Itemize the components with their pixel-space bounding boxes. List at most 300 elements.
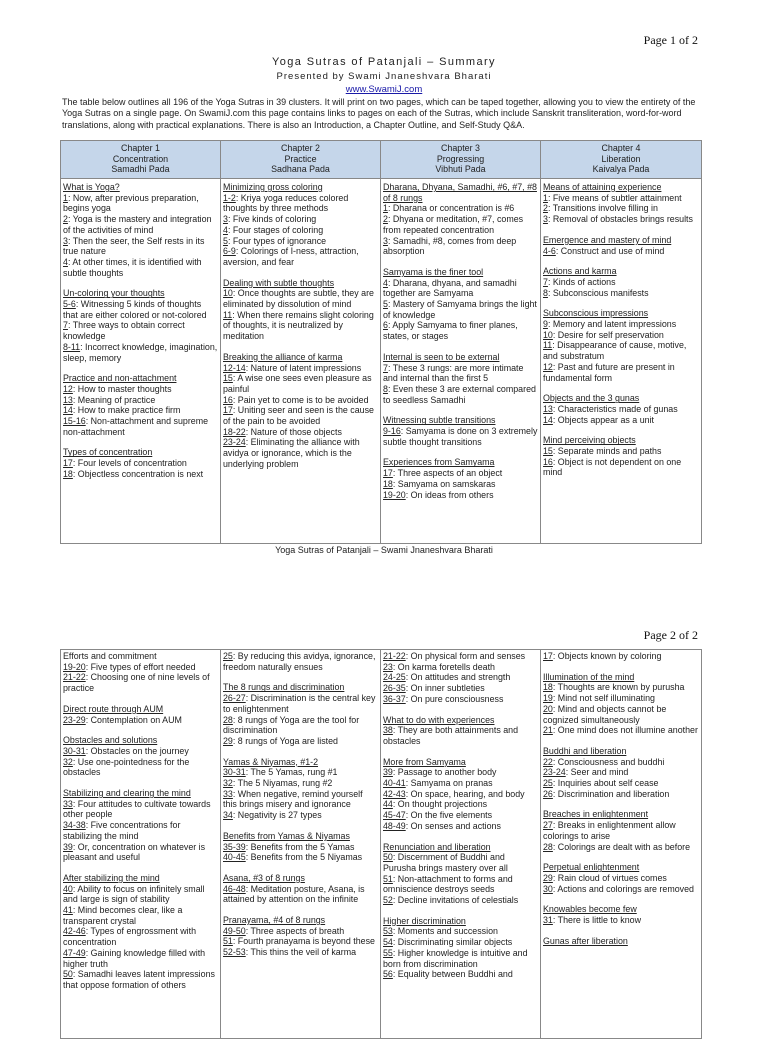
sutra-number-link[interactable]: 28 <box>543 841 553 852</box>
sutra-entry <box>383 278 538 299</box>
sutra-number-link[interactable]: 12-14 <box>223 362 246 373</box>
sutra-number-link[interactable]: 16 <box>543 456 553 467</box>
sutra-number-link[interactable]: 52 <box>383 895 393 906</box>
sutra-number-link[interactable]: 28 <box>223 714 233 725</box>
sutra-number-link[interactable]: 1 <box>383 203 388 214</box>
sutra-number-link[interactable]: 18-22 <box>223 426 246 437</box>
sutra-number-link[interactable]: 11 <box>543 340 553 351</box>
sutra-cluster <box>383 257 538 342</box>
sutra-number-link[interactable]: 18 <box>63 468 73 479</box>
cluster-heading[interactable]: Stabilizing and clearing the mind <box>63 788 191 799</box>
sutra-description: : Non-attachment and supreme non-attachment <box>63 416 209 437</box>
sutra-description: : Eliminating the alliance with avidya or ignorance, which is the underlying problem <box>223 437 360 469</box>
cluster-heading[interactable]: Internal is seen to be external <box>383 351 500 362</box>
sutra-description: : Uniting seer and seen is the cause of the pain to be avoided <box>223 405 374 427</box>
sutra-number-link[interactable]: 44 <box>383 799 393 810</box>
cluster-heading[interactable]: Renunciation and liberation <box>383 841 491 852</box>
sutra-number-link[interactable]: 1 <box>63 192 68 203</box>
sutra-cluster <box>63 651 218 694</box>
sutra-entry <box>383 948 538 969</box>
sutra-description: : Kinds of actions <box>547 276 616 287</box>
sutra-number-link[interactable]: 23-29 <box>63 714 86 725</box>
cluster-heading[interactable]: Emergence and mastery of mind <box>543 234 672 245</box>
sutra-description: : Meditation posture, Asana, is attained by attention on the infinite <box>223 883 365 905</box>
sutra-description: : Benefits from the 5 Niyamas <box>245 852 363 863</box>
cluster-heading[interactable]: After stabilizing the mind <box>63 872 160 883</box>
sutra-number-link[interactable]: 30-31 <box>223 767 246 778</box>
sutra-entry <box>383 426 538 447</box>
sutra-entry <box>63 405 218 416</box>
sutra-entry <box>63 948 218 969</box>
sutra-entry <box>543 915 699 926</box>
sutra-description: : A wise one sees even pleasure as painful <box>223 373 372 394</box>
sutra-number-link[interactable]: 30 <box>543 883 553 894</box>
sutra-entry <box>383 651 538 662</box>
sutra-entry <box>543 319 699 330</box>
sutra-number-link[interactable]: 50 <box>63 969 73 980</box>
sutra-number-link[interactable]: 35-39 <box>223 841 246 852</box>
sutra-description: : There is little to know <box>552 915 642 926</box>
sutra-number-link[interactable]: 33 <box>63 798 73 809</box>
chapter-theme: Progressing <box>436 153 485 164</box>
sutra-description: : Three aspects of an object <box>392 468 503 479</box>
sutra-number-link[interactable]: 16 <box>223 394 233 405</box>
sutra-number-link[interactable]: 34 <box>223 810 233 821</box>
sutra-number-link[interactable]: 46-48 <box>223 883 246 894</box>
cluster-heading[interactable]: Dealing with subtle thoughts <box>223 277 335 288</box>
sutra-number-link[interactable]: 14 <box>63 405 73 416</box>
cluster-heading[interactable]: Higher discrimination <box>383 915 466 926</box>
sutra-number-link[interactable]: 5 <box>383 299 388 310</box>
sutra-entry <box>63 299 218 320</box>
sutra-entry <box>383 821 538 832</box>
sutra-entry <box>63 395 218 406</box>
sutra-description: : Decline invitations of celestials <box>392 895 519 906</box>
chapter-pada: Kaivalya Pada <box>592 164 650 175</box>
cluster-heading[interactable]: Knowables become few <box>543 904 637 915</box>
sutra-cluster <box>543 852 699 894</box>
sutra-number-link[interactable]: 52-53 <box>223 947 246 958</box>
cluster-heading[interactable]: Buddhi and liberation <box>543 745 627 756</box>
sutra-number-link[interactable]: 34-38 <box>63 820 86 831</box>
sutra-number-link[interactable]: 26-27 <box>223 693 246 704</box>
sutra-number-link[interactable]: 15-16 <box>63 416 86 427</box>
sutra-entry <box>63 458 218 469</box>
sutra-number-link[interactable]: 36-37 <box>383 693 406 704</box>
sutra-entry <box>383 895 538 906</box>
cluster-heading[interactable]: What to do with experiences <box>383 714 495 725</box>
sutra-number-link[interactable]: 41 <box>63 905 73 916</box>
sutra-cluster <box>63 778 218 863</box>
cluster-heading[interactable]: Breaking the alliance of karma <box>223 351 343 362</box>
cluster-heading[interactable]: Subconscious impressions <box>543 308 649 319</box>
cluster-heading[interactable]: Efforts and commitment <box>63 651 157 661</box>
sutra-number-link[interactable]: 23 <box>383 661 393 672</box>
cluster-heading[interactable]: More from Samyama <box>383 756 466 767</box>
sutra-number-link[interactable]: 1-2 <box>223 192 236 203</box>
cluster-heading[interactable]: Perpetual enlightenment <box>543 862 640 873</box>
sutra-entry <box>543 330 699 341</box>
document-title: Yoga Sutras of Patanjali – Summary <box>272 56 496 68</box>
sutra-entry <box>223 736 378 747</box>
cluster-heading[interactable]: Minimizing gross coloring <box>223 182 323 192</box>
sutra-number-link[interactable]: 54 <box>383 937 393 948</box>
sutra-description: : Types of engrossment with concentration <box>63 926 197 948</box>
sutra-cluster <box>543 425 699 478</box>
sutra-description: : Colorings are dealt with as before <box>552 841 691 852</box>
sutra-entry <box>383 874 538 895</box>
sutra-description: : Three ways to obtain correct knowledge <box>63 320 185 342</box>
sutra-number-link[interactable]: 17 <box>63 458 73 469</box>
sutra-entry <box>223 246 378 267</box>
cluster-heading[interactable]: Gunas after liberation <box>543 935 628 946</box>
chapter-column <box>381 179 541 544</box>
sutra-description: : Characteristics made of gunas <box>552 403 678 414</box>
sutra-description: : Actions and colorings are removed <box>552 883 694 894</box>
sutra-entry <box>543 340 699 361</box>
sutra-number-link[interactable]: 6-9 <box>223 246 236 257</box>
sutra-description: : Consciousness and buddhi <box>552 756 665 767</box>
chapter-column <box>61 650 221 1039</box>
sutra-number-link[interactable]: 49-50 <box>223 925 246 936</box>
cluster-heading[interactable]: Direct route through AUM <box>63 703 164 714</box>
sutra-description: : Mind and objects cannot be cognized simultaneously <box>543 703 667 725</box>
sutra-entry <box>383 662 538 673</box>
sutra-number-link[interactable]: 26-35 <box>383 683 406 694</box>
sutra-entry <box>63 842 218 863</box>
sutra-number-link[interactable]: 3 <box>543 214 548 225</box>
sutra-description: : By reducing this avidya, ignorance, freedom naturally ensues <box>223 651 376 672</box>
sutra-description: : Colorings of I-ness, attraction, aversion, and fear <box>223 246 359 267</box>
cluster-heading[interactable]: Asana, #3 of 8 rungs <box>223 872 305 883</box>
cluster-heading[interactable]: Means of attaining experience <box>543 182 662 192</box>
sutra-number-link[interactable]: 2 <box>543 203 548 214</box>
sutra-number-link[interactable]: 6 <box>383 320 388 331</box>
sutra-description: : These 3 rungs: are more intimate and internal than the first 5 <box>383 362 524 384</box>
sutra-cluster <box>63 694 218 725</box>
cluster-heading[interactable]: Samyama is the finer tool <box>383 266 484 277</box>
sutra-cluster <box>383 182 538 257</box>
sutra-number-link[interactable]: 3 <box>383 235 388 246</box>
sutra-entry <box>543 362 699 383</box>
sutra-number-link[interactable]: 7 <box>63 320 68 331</box>
sutra-number-link[interactable]: 2 <box>383 214 388 225</box>
sutra-description: : Passage to another body <box>392 767 497 778</box>
sutra-description: : On senses and actions <box>405 820 501 831</box>
sutra-number-link[interactable]: 23-24 <box>543 767 566 778</box>
chapter-column <box>381 650 541 1039</box>
sutra-cluster <box>383 705 538 747</box>
sutra-description: : Five types of effort needed <box>85 661 196 672</box>
cluster-heading[interactable]: Un-coloring your thoughts <box>63 288 165 299</box>
sutra-number-link[interactable]: 31 <box>543 915 553 926</box>
sutra-number-link[interactable]: 15 <box>223 373 233 384</box>
sutra-number-link[interactable]: 40-41 <box>383 778 406 789</box>
sutra-number-link[interactable]: 14 <box>543 414 553 425</box>
sutra-entry <box>383 320 538 341</box>
sutra-number-link[interactable]: 33 <box>223 788 233 799</box>
sutra-number-link[interactable]: 21-22 <box>63 672 86 683</box>
sutra-number-link[interactable]: 40-45 <box>223 852 246 863</box>
sutra-description: : Samadhi, #8, comes from deep absorption <box>383 235 517 257</box>
sutra-number-link[interactable]: 48-49 <box>383 820 406 831</box>
cluster-heading[interactable]: Witnessing subtle transitions <box>383 415 496 426</box>
sutra-number-link[interactable]: 9-16 <box>383 426 401 437</box>
sutra-entry <box>383 926 538 937</box>
sutra-number-link[interactable]: 8 <box>383 383 388 394</box>
sutra-entry <box>543 682 699 693</box>
sutra-description: : Even these 3 are external compared to seedless Samadhi <box>383 383 536 405</box>
cluster-heading[interactable]: Mind perceiving objects <box>543 435 636 446</box>
sutra-description: : Nature of latent impressions <box>245 362 362 373</box>
sutra-entry <box>383 799 538 810</box>
sutra-cluster <box>543 894 699 925</box>
sutra-cluster <box>223 905 378 958</box>
sutra-description: : Mind not self illuminating <box>552 693 655 704</box>
sutra-number-link[interactable]: 19-20 <box>63 661 86 672</box>
sutra-description: : Past and future are present in fundamental form <box>543 361 675 383</box>
sutra-number-link[interactable]: 22 <box>543 756 553 767</box>
cluster-heading[interactable]: Yamas & Niyamas, #1-2 <box>223 756 319 767</box>
sutra-number-link[interactable]: 56 <box>383 969 393 980</box>
sutra-entry <box>383 214 538 235</box>
sutra-entry <box>543 203 699 214</box>
sutra-entry <box>223 651 378 672</box>
sutra-entry <box>223 842 378 853</box>
sutra-number-link[interactable]: 10 <box>543 329 553 340</box>
sutra-number-link[interactable]: 23-24 <box>223 437 246 448</box>
sutra-description: : On attitudes and strength <box>405 672 511 683</box>
sutra-description: : Incorrect knowledge, imagination, sleep, memory <box>63 341 218 363</box>
sutra-cluster <box>63 863 218 991</box>
sutra-number-link[interactable]: 19 <box>543 693 553 704</box>
sutra-number-link[interactable]: 17 <box>543 651 553 661</box>
chapter-theme: Practice <box>284 153 317 164</box>
sutra-number-link[interactable]: 39 <box>63 841 73 852</box>
sutra-cluster <box>383 906 538 980</box>
sutra-number-link[interactable]: 50 <box>383 852 393 863</box>
sutra-number-link[interactable]: 42-46 <box>63 926 86 937</box>
website-link[interactable]: www.SwamiJ.com <box>345 84 423 95</box>
sutra-number-link[interactable]: 3 <box>63 235 68 246</box>
sutra-cluster <box>63 363 218 437</box>
sutra-number-link[interactable]: 5 <box>223 235 228 246</box>
sutra-number-link[interactable]: 12 <box>543 361 553 372</box>
sutra-description: : Samyama on pranas <box>405 778 493 789</box>
sutra-description: : Three aspects of breath <box>245 925 345 936</box>
sutra-number-link[interactable]: 25 <box>543 778 553 789</box>
sutra-description: : On thought projections <box>392 799 488 810</box>
sutra-entry <box>223 884 378 905</box>
sutra-entry <box>383 479 538 490</box>
sutra-cluster <box>223 651 378 672</box>
sutra-description: : On ideas from others <box>405 489 494 500</box>
cluster-heading[interactable]: Dharana, Dhyana, Samadhi, #6, #7, #8 of 8 rungs <box>383 182 537 203</box>
sutra-number-link[interactable]: 8 <box>543 287 548 298</box>
sutra-description: : Separate minds and paths <box>552 446 662 457</box>
sutra-number-link[interactable]: 13 <box>63 394 73 405</box>
sutra-number-link[interactable]: 42-43 <box>383 788 406 799</box>
sutra-number-link[interactable]: 4 <box>383 277 388 288</box>
sutra-entry <box>543 778 699 789</box>
document-subtitle: Presented by Swami Jnaneshvara Bharati <box>276 71 492 82</box>
sutra-entry <box>383 778 538 789</box>
chapter-number: Chapter 1 <box>121 143 160 153</box>
sutra-entry <box>63 969 218 990</box>
cluster-heading[interactable]: Objects and the 3 gunas <box>543 393 640 404</box>
sutra-description: : Witnessing 5 kinds of thoughts that are either colored or not-colored <box>63 299 207 320</box>
sutra-description: : Samadhi leaves latent impressions that oppose formation of others <box>63 969 215 990</box>
sutra-description: : Four stages of coloring <box>227 224 324 235</box>
sutra-number-link[interactable]: 51 <box>223 936 233 947</box>
sutra-number-link[interactable]: 32 <box>223 778 233 789</box>
sutra-number-link[interactable]: 17 <box>223 405 233 416</box>
sutra-description: : Thoughts are known by purusha <box>552 682 685 693</box>
sutra-entry <box>543 873 699 884</box>
sutra-cluster <box>383 405 538 447</box>
sutra-cluster <box>543 926 699 947</box>
sutra-number-link[interactable]: 45-47 <box>383 810 406 821</box>
cluster-heading[interactable]: Benefits from Yamas & Niyamas <box>223 830 350 841</box>
sutra-description: : Kriya yoga reduces colored thoughts by three methods <box>223 192 349 214</box>
chapter-number: Chapter 4 <box>601 143 641 153</box>
sutra-description: : Objects appear as a unit <box>552 414 655 425</box>
chapter-column <box>541 179 702 544</box>
sutra-entry <box>543 246 699 257</box>
sutra-number-link[interactable]: 21 <box>543 725 553 736</box>
cluster-heading[interactable]: Breaches in enlightenment <box>543 809 649 820</box>
sutra-entry <box>383 852 538 873</box>
sutra-number-link[interactable]: 13 <box>543 403 553 414</box>
sutra-number-link[interactable]: 9 <box>543 319 548 330</box>
sutra-entry <box>223 225 378 236</box>
sutra-number-link[interactable]: 17 <box>383 468 393 479</box>
sutra-number-link[interactable]: 18 <box>543 682 553 693</box>
sutra-number-link[interactable]: 26 <box>543 788 553 799</box>
sutra-number-link[interactable]: 1 <box>543 192 548 203</box>
sutra-number-link[interactable]: 2 <box>63 214 68 225</box>
sutra-entry <box>63 342 218 363</box>
sutra-cluster <box>383 447 538 500</box>
sutra-description: : Dharana or concentration is #6 <box>387 203 515 214</box>
sutra-number-link[interactable]: 55 <box>383 947 393 958</box>
sutra-description: : 8 rungs of Yoga are the tool for discrimination <box>223 714 360 736</box>
sutra-description: : How to make practice firm <box>72 405 181 416</box>
sutra-description: : One mind does not illumine another <box>552 725 698 736</box>
sutra-description: : Removal of obstacles brings results <box>547 214 693 225</box>
sutra-number-link[interactable]: 4 <box>223 224 228 235</box>
sutra-number-link[interactable]: 40 <box>63 883 73 894</box>
sutra-number-link[interactable]: 24-25 <box>383 672 406 683</box>
cluster-heading[interactable]: The 8 rungs and discrimination <box>223 682 345 693</box>
sutra-entry <box>383 490 538 501</box>
sutra-number-link[interactable]: 18 <box>383 478 393 489</box>
cluster-heading[interactable]: Actions and karma <box>543 266 617 277</box>
chapter-content-row <box>61 650 702 1039</box>
sutra-number-link[interactable]: 25 <box>223 651 233 661</box>
sutra-entry <box>383 789 538 800</box>
cluster-heading[interactable]: Pranayama, #4 of 8 rungs <box>223 915 326 926</box>
sutra-description: : Seer and mind <box>565 767 629 778</box>
sutra-description: : Ability to focus on infinitely small and large is sign of stability <box>63 883 205 905</box>
sutra-number-link[interactable]: 4 <box>63 256 68 267</box>
sutra-entry <box>543 288 699 299</box>
sutra-number-link[interactable]: 47-49 <box>63 947 86 958</box>
sutra-description: : Dhyana or meditation, #7, comes from repeated concentration <box>383 214 524 235</box>
sutra-description: : On pure consciousness <box>405 693 504 704</box>
sutra-number-link[interactable]: 20 <box>543 703 553 714</box>
cluster-heading[interactable]: Experiences from Samyama <box>383 457 495 468</box>
sutra-entry <box>63 884 218 905</box>
sutra-number-link[interactable]: 11 <box>223 309 233 320</box>
sutra-number-link[interactable]: 39 <box>383 767 393 778</box>
sutra-description: : Negativity is 27 types <box>232 810 322 821</box>
sutra-number-link[interactable]: 21-22 <box>383 651 406 661</box>
sutra-number-link[interactable]: 38 <box>383 725 393 736</box>
cluster-heading[interactable]: Types of concentration <box>63 447 153 458</box>
sutra-description: : Nature of those objects <box>245 426 342 437</box>
cluster-heading[interactable]: Obstacles and solutions <box>63 735 158 746</box>
sutra-number-link[interactable]: 7 <box>543 276 548 287</box>
sutra-description: : Dharana, dhyana, and samadhi together are Samyama <box>383 277 517 299</box>
sutra-entry <box>223 310 378 342</box>
cluster-heading[interactable]: What is Yoga? <box>63 182 120 192</box>
cluster-heading[interactable]: Illumination of the mind <box>543 671 635 682</box>
sutra-number-link[interactable]: 10 <box>223 288 233 299</box>
sutra-description: : Pain yet to come is to be avoided <box>232 394 369 405</box>
sutra-number-link[interactable]: 5-6 <box>63 299 76 310</box>
sutra-number-link[interactable]: 8-11 <box>63 341 81 352</box>
sutra-cluster <box>63 182 218 278</box>
sutra-number-link[interactable]: 51 <box>383 873 393 884</box>
chapter-theme: Liberation <box>601 153 641 164</box>
sutra-number-link[interactable]: 53 <box>383 926 393 937</box>
sutra-description: : Now, after previous preparation, begins yoga <box>63 192 199 214</box>
sutra-entry <box>63 662 218 673</box>
sutra-number-link[interactable]: 15 <box>543 446 553 457</box>
sutra-description: : Gaining knowledge filled with higher truth <box>63 947 206 969</box>
sutra-number-link[interactable]: 29 <box>543 872 553 883</box>
sutra-entry <box>383 683 538 694</box>
sutra-entry <box>223 395 378 406</box>
sutra-entry <box>223 236 378 247</box>
sutra-number-link[interactable]: 19-20 <box>383 489 406 500</box>
sutra-cluster <box>543 736 699 800</box>
sutra-cluster <box>383 342 538 406</box>
sutra-number-link[interactable]: 12 <box>63 383 73 394</box>
sutra-number-link[interactable]: 27 <box>543 820 553 831</box>
sutra-number-link[interactable]: 29 <box>223 735 233 746</box>
sutra-entry <box>543 446 699 457</box>
sutra-entry <box>63 193 218 214</box>
sutra-description: : On physical form and senses <box>405 651 526 661</box>
cluster-heading[interactable]: Practice and non-attachment <box>63 373 177 384</box>
sutra-entry <box>543 693 699 704</box>
sutra-number-link[interactable]: 7 <box>383 362 388 373</box>
sutra-number-link[interactable]: 32 <box>63 756 73 767</box>
sutra-number-link[interactable]: 4-6 <box>543 245 556 256</box>
sutra-entry <box>383 468 538 479</box>
sutra-number-link[interactable]: 3 <box>223 214 228 225</box>
sutra-description: : Use one-pointedness for the obstacles <box>63 756 190 778</box>
sutra-cluster <box>63 278 218 363</box>
sutra-number-link[interactable]: 30-31 <box>63 745 86 756</box>
chapter-pada: Vibhuti Pada <box>435 164 486 175</box>
sutra-entry <box>543 767 699 778</box>
page-footer: Yoga Sutras of Patanjali – Swami Jnaneshvara Bharati <box>275 545 493 555</box>
sutra-description: : Contemplation on AUM <box>85 714 182 725</box>
page-number: Page 2 of 2 <box>643 628 698 642</box>
